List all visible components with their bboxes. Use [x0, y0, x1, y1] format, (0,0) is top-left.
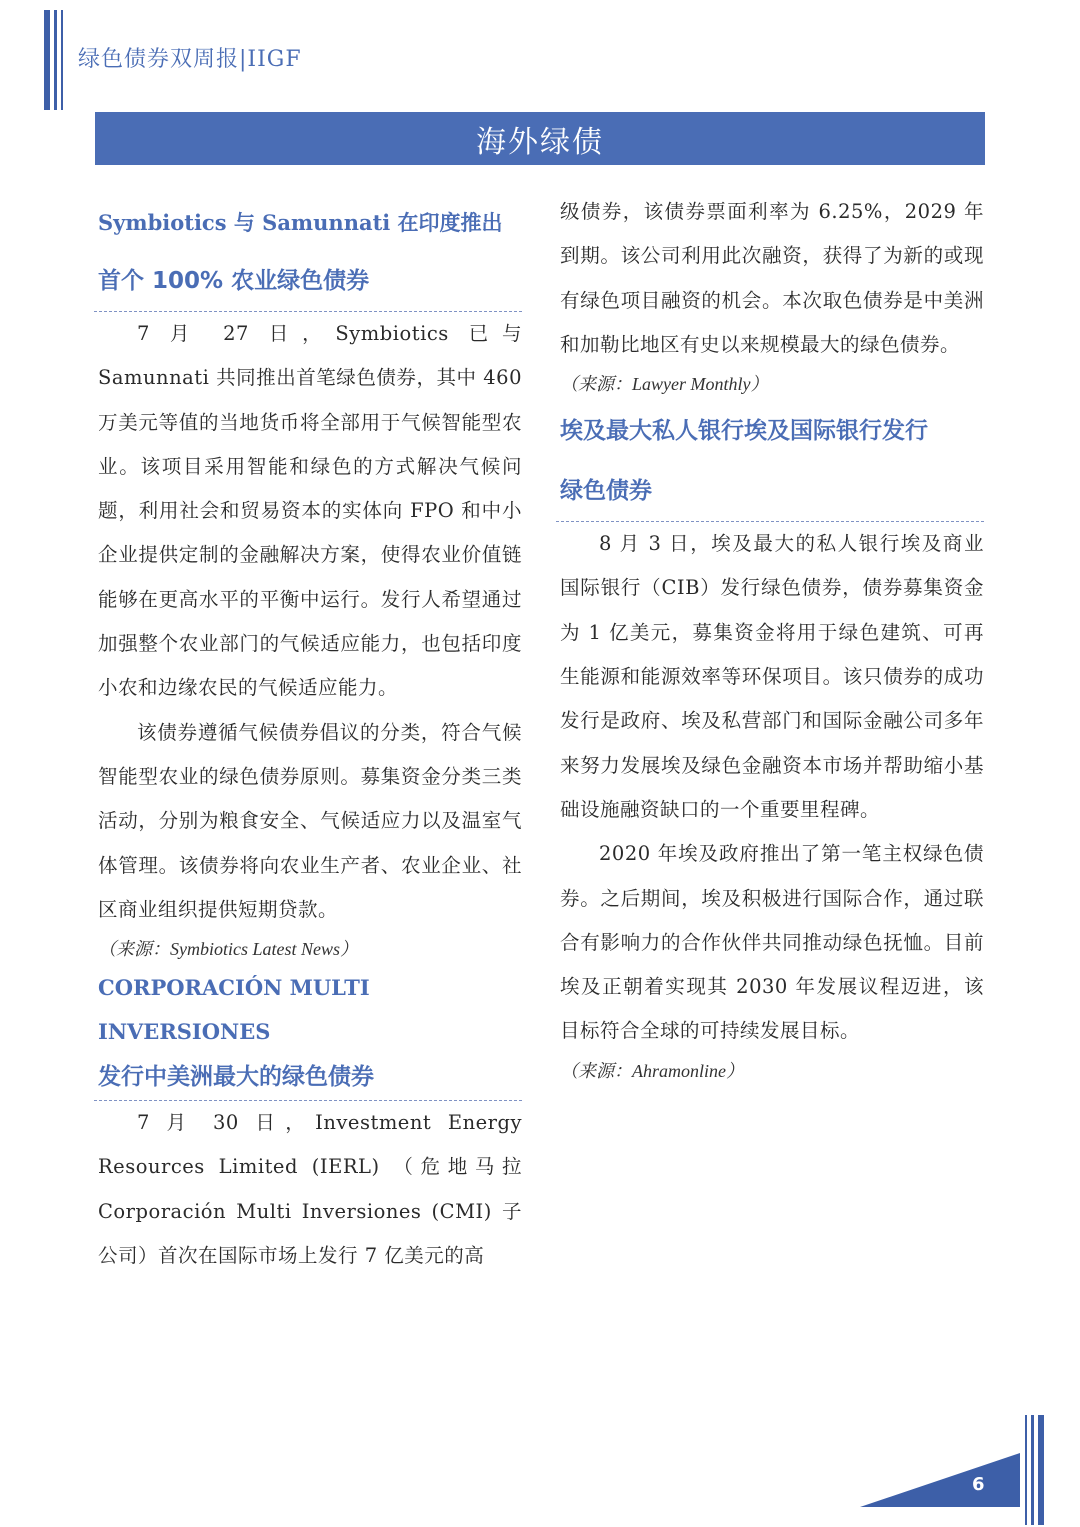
footer-decoration-bars — [1025, 1415, 1044, 1525]
article-2 — [98, 966, 522, 1278]
article-3-source: （来源：Ahramonline） — [560, 1060, 744, 1081]
article-1-paragraph-2: 该债券遵循气候债券倡议的分类，符合气候智能型农业的绿色债券原则。募集资金分类三类活动，分别为粮食安全、气候适应力以及温室气体管理。该债券将向农业生产者、农业企业、社区商业组织提供短期贷款。 — [98, 720, 522, 921]
header-decoration-bars — [44, 10, 63, 110]
article-3-paragraph-1: 8 月 3 日，埃及最大的私人银行埃及商业国际银行（CIB）发行绿色债券，债券募集资金为 1 亿美元，募集资金将用于绿色建筑、可再生能源和能源效率等环保项目。该只债券的成功发行是政府、埃及私营部门和国际金融公司多年来努力发展埃及绿色金融资本市场并帮助缩小基础设施融资缺口的一个重要里程碑。 — [560, 532, 984, 821]
article-2-source: （来源：Lawyer Monthly） — [560, 374, 769, 395]
article-3 — [560, 401, 984, 1088]
report-title: 绿色债券双周报|IIGF — [78, 47, 302, 72]
article-2-paragraph-left: 7 月 30 日，Investment Energy Resources Limited (IERL) （危地马拉 Corporación Multi Inversiones (CMI) 子公司）首次在国际市场上发行 7 亿美元的高 — [98, 1111, 522, 1268]
article-3-title-line1: 埃及最大私人银行埃及国际银行发行 — [560, 418, 928, 445]
article-1-source: （来源：Symbiotics Latest News） — [98, 939, 358, 960]
article-1-title-line2: 首个 100% 农业绿色债券 — [98, 268, 370, 294]
article-1-title-line1: Symbiotics 与 Samunnati 在印度推出 — [98, 210, 503, 235]
left-column — [98, 195, 522, 1278]
article-3-title-line2: 绿色债券 — [560, 478, 652, 505]
article-2-title-line1: CORPORACIÓN MULTI INVERSIONES — [98, 975, 370, 1045]
section-title: 海外绿债 — [476, 124, 604, 160]
article-1-paragraph-1: 7 月 27 日，Symbiotics 已与 Samunnati 共同推出首笔绿色债券，其中 460 万美元等值的当地货币将全部用于气候智能型农业。该项目采用智能和绿色的方式解决气候问题，利用社会和贸易资本的实体向 FPO 和中小企业提供定制的金融解决方案，使得农业价值链能够在更高水平的平衡中运行。发行人希望通过加强整个农业部门的气候适应能力，也包括印度小农和边缘农民的气候适应能力。 — [98, 322, 522, 700]
article-2-title-line2: 发行中美洲最大的绿色债券 — [98, 1064, 374, 1091]
article-2-paragraph-right: 级债券，该债券票面利率为 6.25%，2029 年到期。该公司利用此次融资，获得了为新的或现有绿色项目融资的机会。本次取色债券是中美洲和加勒比地区有史以来规模最大的绿色债券。 — [560, 200, 984, 356]
right-column — [560, 190, 984, 1088]
article-1 — [98, 195, 522, 966]
page-number-triangle — [860, 1453, 1020, 1507]
article-3-paragraph-2: 2020 年埃及政府推出了第一笔主权绿色债券。之后期间，埃及积极进行国际合作，通过联合有影响力的合作伙伴共同推动绿色抚恤。目前埃及正朝着实现其 2030 年发展议程迈进，该目标符合全球的可持续发展目标。 — [560, 842, 984, 1043]
page-number: 6 — [972, 1474, 985, 1495]
section-banner — [95, 112, 985, 165]
